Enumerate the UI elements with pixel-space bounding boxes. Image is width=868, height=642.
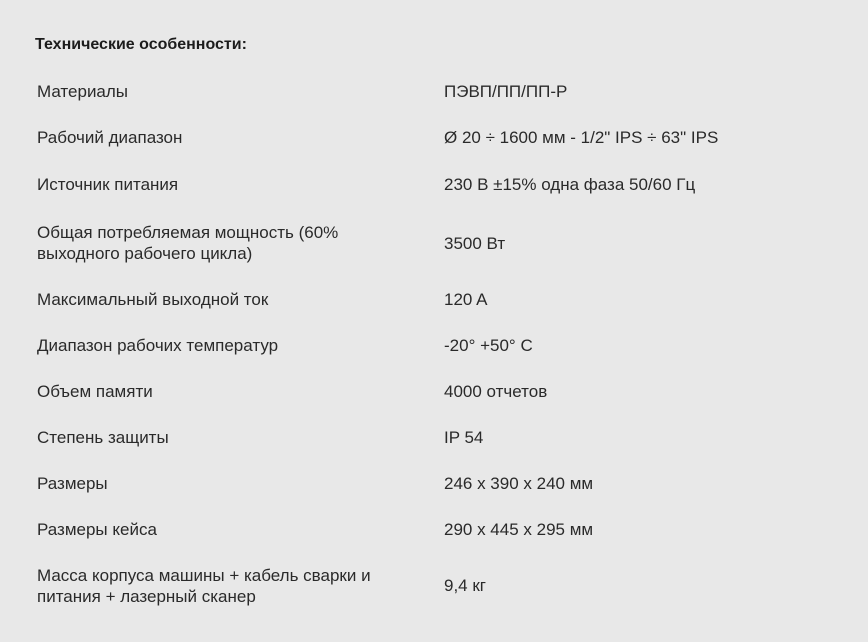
spec-label: Рабочий диапазон <box>37 128 183 147</box>
spec-value: 246 x 390 x 240 мм <box>444 474 594 493</box>
spec-value: ПЭВП/ПП/ПП-Р <box>444 82 568 101</box>
section-title: Технические особенности: <box>35 36 247 53</box>
spec-value: 290 x 445 x 295 мм <box>444 520 594 539</box>
spec-label: Размеры кейса <box>37 520 157 539</box>
spec-label: Масса корпуса машины + кабель сварки и питания + лазерный сканер <box>37 566 371 606</box>
spec-label: Степень защиты <box>37 428 169 447</box>
spec-label: Максимальный выходной ток <box>37 290 269 309</box>
spec-label: Общая потребляемая мощность (60% выходного рабочего цикла) <box>37 223 339 263</box>
spec-label: Материалы <box>37 82 129 101</box>
spec-value: 230 В ±15% одна фаза 50/60 Гц <box>444 175 696 194</box>
spec-value: 3500 Вт <box>444 234 506 253</box>
spec-label: Размеры <box>37 474 108 493</box>
spec-label: Источник питания <box>37 175 179 194</box>
spec-value: 4000 отчетов <box>444 382 548 401</box>
spec-label: Объем памяти <box>37 382 153 401</box>
spec-value: IP 54 <box>444 428 484 447</box>
spec-value: 9,4 кг <box>444 576 486 595</box>
spec-value: 120 A <box>444 290 488 309</box>
spec-label: Диапазон рабочих температур <box>37 336 279 355</box>
spec-value: -20° +50° C <box>444 336 533 355</box>
spec-value: Ø 20 ÷ 1600 мм - 1/2" IPS ÷ 63" IPS <box>444 128 719 147</box>
